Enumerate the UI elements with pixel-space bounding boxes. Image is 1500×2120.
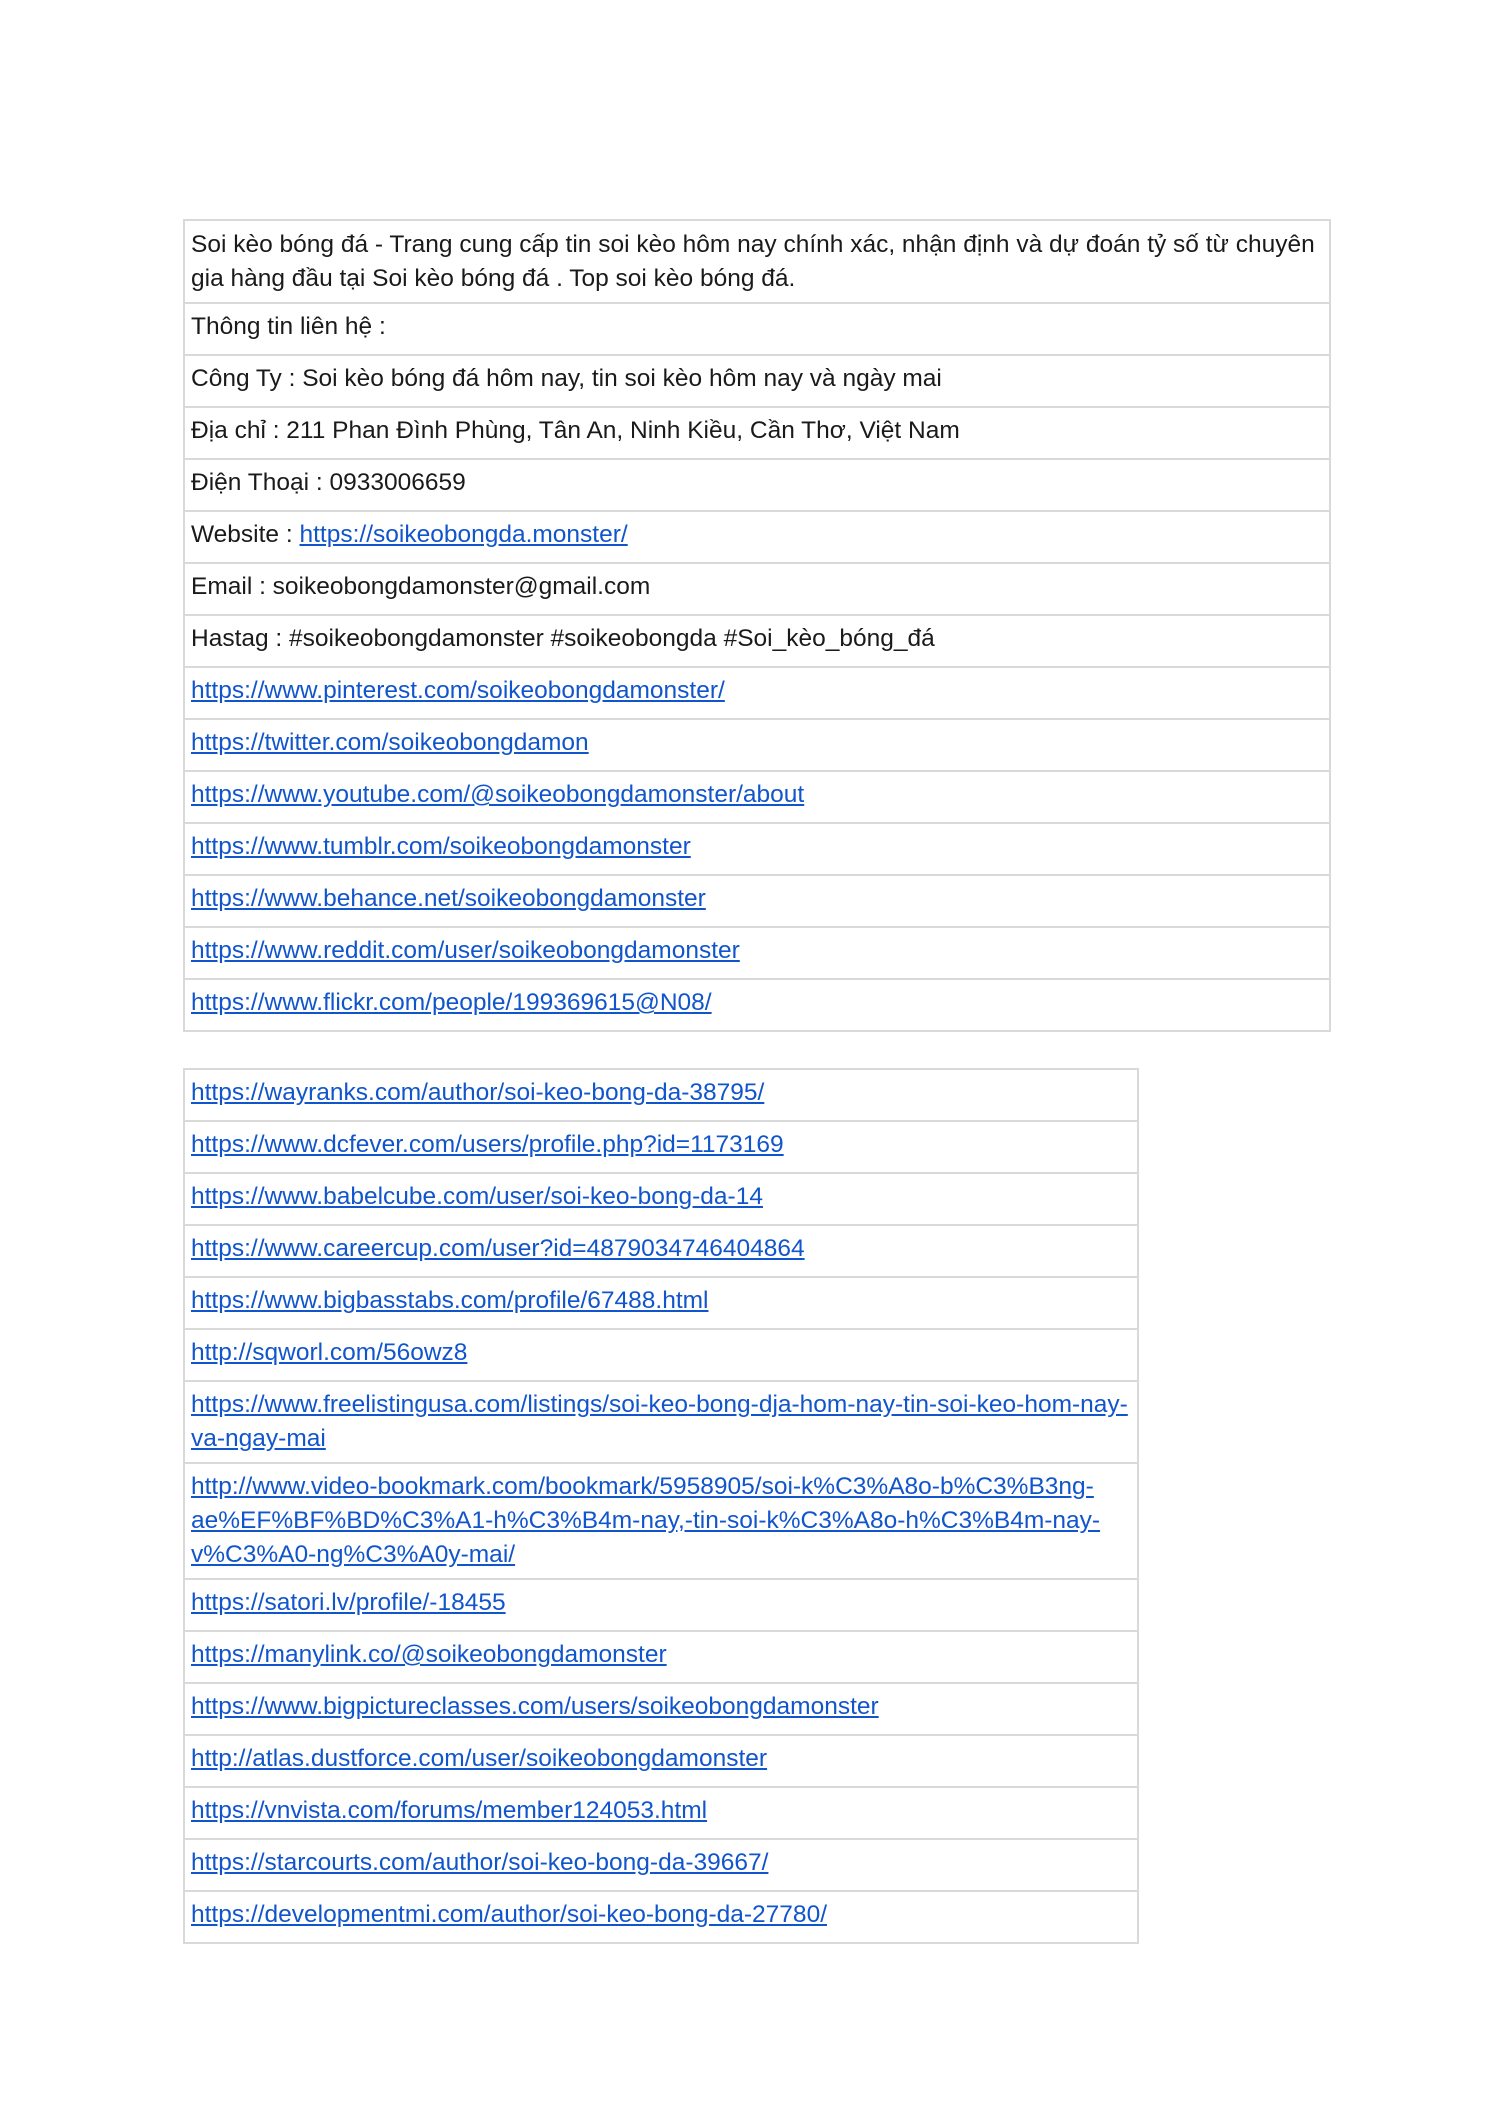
table-row [184,979,1330,1031]
social-cell [184,875,1330,927]
profile-cell [184,1787,1138,1839]
profile-link[interactable]: http://atlas.dustforce.com/user/soikeobongdamonster [191,1745,768,1772]
table-row [184,1631,1138,1683]
profile-link[interactable]: https://starcourts.com/author/soi-keo-bong-da-39667/ [191,1849,769,1876]
profile-cell [184,1891,1138,1943]
table-row [184,927,1330,979]
profile-cell [184,1173,1138,1225]
social-cell [184,979,1330,1031]
table-row [184,407,1330,459]
address-text: Địa chỉ : 211 Phan Đình Phùng, Tân An, Ninh Kiều, Cần Thơ, Việt Nam [184,407,1330,459]
intro-text: Soi kèo bóng đá - Trang cung cấp tin soi kèo hôm nay chính xác, nhận định và dự đoán tỷ số từ chuyên gia hàng đầu tại Soi kèo bóng đá . Top soi kèo bóng đá. [184,220,1330,303]
table-row [184,1787,1138,1839]
email-text: Email : soikeobongdamonster@gmail.com [184,563,1330,615]
table-row [184,1735,1138,1787]
social-cell [184,719,1330,771]
table-row [184,667,1330,719]
profile-link[interactable]: http://sqworl.com/56owz8 [191,1339,468,1366]
profile-cell [184,1277,1138,1329]
profile-cell [184,1463,1138,1579]
profile-link[interactable]: https://www.bigpictureclasses.com/users/soikeobongdamonster [191,1693,879,1720]
profile-cell [184,1631,1138,1683]
profile-cell [184,1683,1138,1735]
table-row [184,1381,1138,1463]
social-links-list [184,667,1330,1031]
profile-link[interactable]: https://www.careercup.com/user?id=4879034746404864 [191,1235,805,1262]
social-cell [184,771,1330,823]
social-link[interactable]: https://www.reddit.com/user/soikeobongdamonster [191,937,740,964]
social-cell [184,823,1330,875]
table-row [184,1579,1138,1631]
profile-link[interactable]: https://vnvista.com/forums/member124053.html [191,1797,708,1824]
profile-links-list [184,1069,1138,1943]
social-link[interactable]: https://www.youtube.com/@soikeobongdamonster/about [191,781,805,808]
website-cell [184,511,1330,563]
social-link[interactable]: https://www.flickr.com/people/199369615@N08/ [191,989,712,1016]
profile-cell [184,1381,1138,1463]
profile-link[interactable]: https://wayranks.com/author/soi-keo-bong-da-38795/ [191,1079,765,1106]
table-row [184,511,1330,563]
contact-table [183,219,1331,1032]
table-row [184,563,1330,615]
table-row [184,1839,1138,1891]
profile-cell [184,1735,1138,1787]
social-cell [184,927,1330,979]
profile-link[interactable]: https://www.babelcube.com/user/soi-keo-bong-da-14 [191,1183,763,1210]
social-link[interactable]: https://www.tumblr.com/soikeobongdamonster [191,833,691,860]
table-row [184,303,1330,355]
hashtag-text: Hastag : #soikeobongdamonster #soikeobongda #Soi_kèo_bóng_đá [184,615,1330,667]
profile-link[interactable]: https://www.bigbasstabs.com/profile/67488.html [191,1287,709,1314]
phone-text: Điện Thoại : 0933006659 [184,459,1330,511]
table-row [184,875,1330,927]
table-row [184,719,1330,771]
profile-cell [184,1839,1138,1891]
table-row [184,1891,1138,1943]
profile-link[interactable]: https://developmentmi.com/author/soi-keo-bong-da-27780/ [191,1901,827,1928]
profile-cell [184,1069,1138,1121]
table-row [184,823,1330,875]
website-label: Website : [191,521,300,548]
table-row [184,459,1330,511]
profile-link[interactable]: https://satori.lv/profile/-18455 [191,1589,506,1616]
contact-heading: Thông tin liên hệ : [184,303,1330,355]
profile-cell [184,1329,1138,1381]
profile-link[interactable]: https://www.freelistingusa.com/listings/soi-keo-bong-dja-hom-nay-tin-soi-keo-hom-nay-va-ngay-mai [191,1391,1128,1452]
table-row [184,220,1330,303]
profile-link[interactable]: http://www.video-bookmark.com/bookmark/5958905/soi-k%C3%A8o-b%C3%B3ng-ae%EF%BF%BD%C3%A1-h%C3%B4m-nay,-tin-soi-k%C3%A8o-h%C3%B4m-nay-v%C3%A0-ng%C3%A0y-mai/ [191,1473,1101,1568]
table-row [184,615,1330,667]
table-row [184,771,1330,823]
profile-link[interactable]: https://manylink.co/@soikeobongdamonster [191,1641,667,1668]
table-row [184,1225,1138,1277]
social-link[interactable]: https://www.pinterest.com/soikeobongdamonster/ [191,677,725,704]
social-link[interactable]: https://www.behance.net/soikeobongdamonster [191,885,706,912]
table-row [184,355,1330,407]
website-link[interactable]: https://soikeobongda.monster/ [299,521,628,548]
profile-link[interactable]: https://www.dcfever.com/users/profile.php?id=1173169 [191,1131,784,1158]
links-table [183,1068,1139,1944]
table-row [184,1463,1138,1579]
table-row [184,1173,1138,1225]
profile-cell [184,1225,1138,1277]
table-row [184,1683,1138,1735]
profile-cell [184,1579,1138,1631]
social-link[interactable]: https://twitter.com/soikeobongdamon [191,729,589,756]
table-row [184,1069,1138,1121]
table-row [184,1121,1138,1173]
table-row [184,1277,1138,1329]
social-cell [184,667,1330,719]
table-row [184,1329,1138,1381]
profile-cell [184,1121,1138,1173]
company-text: Công Ty : Soi kèo bóng đá hôm nay, tin soi kèo hôm nay và ngày mai [184,355,1330,407]
